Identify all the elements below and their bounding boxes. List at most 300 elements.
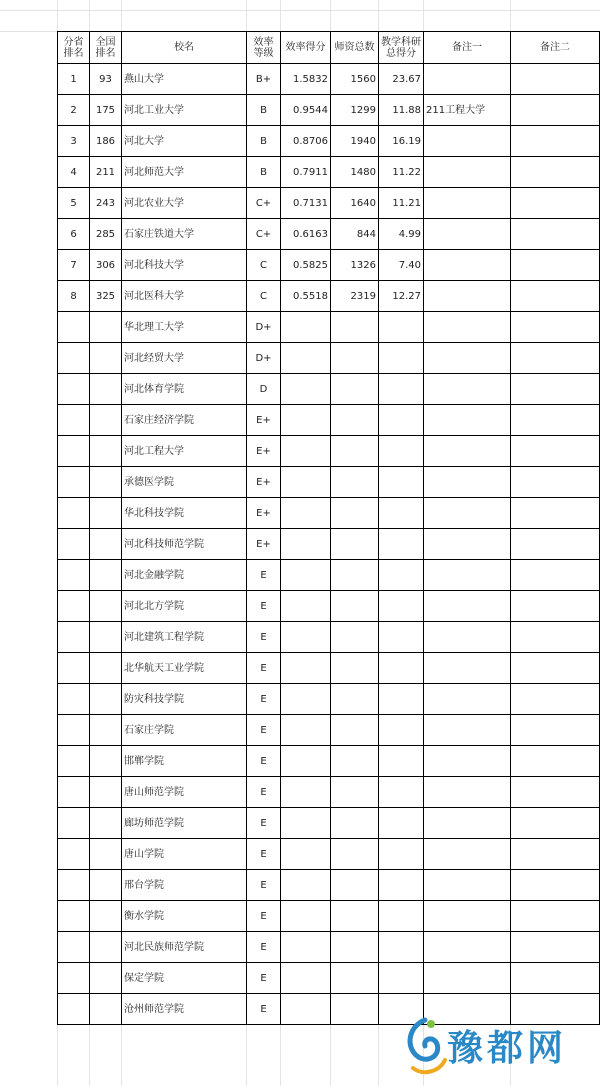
cell-national-rank[interactable] bbox=[90, 343, 122, 374]
cell-note-2[interactable] bbox=[511, 281, 600, 312]
cell-efficiency-grade[interactable]: C+ bbox=[247, 219, 281, 250]
table-row bbox=[58, 498, 600, 529]
cell-note-1[interactable] bbox=[424, 405, 511, 436]
cell-efficiency-score[interactable] bbox=[281, 746, 331, 777]
cell-research-score[interactable]: 16.19 bbox=[379, 126, 424, 157]
header-efficiency-grade[interactable]: 效率等级 bbox=[247, 32, 281, 64]
cell-faculty-total[interactable]: 1299 bbox=[331, 95, 379, 126]
cell-note-1[interactable] bbox=[424, 157, 511, 188]
cell-efficiency-grade[interactable]: B bbox=[247, 157, 281, 188]
cell-note-1[interactable] bbox=[424, 715, 511, 746]
cell-national-rank[interactable] bbox=[90, 994, 122, 1025]
cell-note-2[interactable] bbox=[511, 870, 600, 901]
cell-note-2[interactable] bbox=[511, 374, 600, 405]
cell-province-rank[interactable] bbox=[58, 808, 90, 839]
cell-national-rank[interactable]: 306 bbox=[90, 250, 122, 281]
cell-note-1[interactable] bbox=[424, 591, 511, 622]
cell-school-name[interactable]: 石家庄铁道大学 bbox=[122, 219, 247, 250]
cell-national-rank[interactable] bbox=[90, 839, 122, 870]
cell-school-name[interactable]: 河北北方学院 bbox=[122, 591, 247, 622]
cell-note-1[interactable] bbox=[424, 374, 511, 405]
cell-faculty-total[interactable] bbox=[331, 653, 379, 684]
cell-efficiency-grade[interactable]: E+ bbox=[247, 436, 281, 467]
cell-national-rank[interactable] bbox=[90, 374, 122, 405]
swirl-logo-icon bbox=[395, 1012, 451, 1082]
cell-note-2[interactable] bbox=[511, 808, 600, 839]
cell-efficiency-grade[interactable]: C bbox=[247, 281, 281, 312]
cell-province-rank[interactable] bbox=[58, 870, 90, 901]
cell-national-rank[interactable] bbox=[90, 529, 122, 560]
cell-note-2[interactable] bbox=[511, 622, 600, 653]
cell-note-1[interactable] bbox=[424, 436, 511, 467]
cell-research-score[interactable] bbox=[379, 436, 424, 467]
cell-school-name[interactable]: 河北工业大学 bbox=[122, 95, 247, 126]
cell-faculty-total[interactable] bbox=[331, 994, 379, 1025]
cell-national-rank[interactable] bbox=[90, 746, 122, 777]
cell-note-2[interactable] bbox=[511, 219, 600, 250]
cell-research-score[interactable] bbox=[379, 467, 424, 498]
cell-note-2[interactable] bbox=[511, 250, 600, 281]
cell-research-score[interactable]: 7.40 bbox=[379, 250, 424, 281]
cell-province-rank[interactable]: 1 bbox=[58, 64, 90, 95]
cell-national-rank[interactable]: 211 bbox=[90, 157, 122, 188]
cell-research-score[interactable] bbox=[379, 839, 424, 870]
cell-school-name[interactable]: 河北农业大学 bbox=[122, 188, 247, 219]
cell-province-rank[interactable] bbox=[58, 405, 90, 436]
cell-faculty-total[interactable] bbox=[331, 715, 379, 746]
cell-faculty-total[interactable] bbox=[331, 870, 379, 901]
cell-national-rank[interactable] bbox=[90, 684, 122, 715]
cell-efficiency-score[interactable] bbox=[281, 994, 331, 1025]
cell-national-rank[interactable]: 285 bbox=[90, 219, 122, 250]
cell-national-rank[interactable]: 93 bbox=[90, 64, 122, 95]
cell-school-name[interactable]: 河北民族师范学院 bbox=[122, 932, 247, 963]
cell-efficiency-grade[interactable]: C+ bbox=[247, 188, 281, 219]
cell-school-name[interactable]: 河北金融学院 bbox=[122, 560, 247, 591]
cell-efficiency-score[interactable] bbox=[281, 591, 331, 622]
cell-efficiency-score[interactable] bbox=[281, 808, 331, 839]
cell-faculty-total[interactable] bbox=[331, 591, 379, 622]
cell-faculty-total[interactable] bbox=[331, 901, 379, 932]
cell-note-2[interactable] bbox=[511, 498, 600, 529]
table-row bbox=[58, 653, 600, 684]
cell-note-2[interactable] bbox=[511, 901, 600, 932]
cell-faculty-total[interactable]: 1640 bbox=[331, 188, 379, 219]
cell-province-rank[interactable] bbox=[58, 467, 90, 498]
cell-national-rank[interactable] bbox=[90, 436, 122, 467]
header-efficiency-score[interactable]: 效率得分 bbox=[281, 32, 331, 64]
cell-efficiency-score[interactable]: 0.6163 bbox=[281, 219, 331, 250]
cell-faculty-total[interactable]: 1326 bbox=[331, 250, 379, 281]
cell-note-1[interactable] bbox=[424, 219, 511, 250]
cell-research-score[interactable] bbox=[379, 963, 424, 994]
cell-province-rank[interactable]: 5 bbox=[58, 188, 90, 219]
cell-faculty-total[interactable] bbox=[331, 560, 379, 591]
cell-efficiency-score[interactable] bbox=[281, 529, 331, 560]
cell-school-name[interactable]: 石家庄学院 bbox=[122, 715, 247, 746]
cell-faculty-total[interactable]: 1480 bbox=[331, 157, 379, 188]
cell-faculty-total[interactable] bbox=[331, 622, 379, 653]
cell-faculty-total[interactable]: 2319 bbox=[331, 281, 379, 312]
cell-efficiency-score[interactable] bbox=[281, 436, 331, 467]
cell-note-1[interactable] bbox=[424, 498, 511, 529]
table-row bbox=[58, 963, 600, 994]
cell-efficiency-score[interactable]: 0.5825 bbox=[281, 250, 331, 281]
cell-research-score[interactable] bbox=[379, 653, 424, 684]
cell-efficiency-score[interactable] bbox=[281, 374, 331, 405]
cell-note-2[interactable] bbox=[511, 188, 600, 219]
cell-national-rank[interactable] bbox=[90, 901, 122, 932]
cell-efficiency-score[interactable] bbox=[281, 932, 331, 963]
cell-efficiency-grade[interactable]: E bbox=[247, 901, 281, 932]
cell-province-rank[interactable]: 6 bbox=[58, 219, 90, 250]
cell-note-2[interactable] bbox=[511, 560, 600, 591]
cell-faculty-total[interactable]: 844 bbox=[331, 219, 379, 250]
cell-efficiency-score[interactable] bbox=[281, 901, 331, 932]
cell-research-score[interactable] bbox=[379, 498, 424, 529]
cell-faculty-total[interactable] bbox=[331, 405, 379, 436]
cell-note-1[interactable] bbox=[424, 622, 511, 653]
cell-efficiency-score[interactable] bbox=[281, 405, 331, 436]
cell-province-rank[interactable]: 8 bbox=[58, 281, 90, 312]
cell-faculty-total[interactable] bbox=[331, 436, 379, 467]
cell-efficiency-grade[interactable]: E bbox=[247, 746, 281, 777]
cell-note-1[interactable] bbox=[424, 932, 511, 963]
cell-research-score[interactable] bbox=[379, 870, 424, 901]
cell-efficiency-grade[interactable]: E bbox=[247, 963, 281, 994]
cell-school-name[interactable]: 河北建筑工程学院 bbox=[122, 622, 247, 653]
cell-note-2[interactable] bbox=[511, 746, 600, 777]
header-faculty-total[interactable]: 师资总数 bbox=[331, 32, 379, 64]
cell-school-name[interactable]: 燕山大学 bbox=[122, 64, 247, 95]
cell-national-rank[interactable] bbox=[90, 653, 122, 684]
cell-note-1[interactable]: 211工程大学 bbox=[424, 95, 511, 126]
cell-note-2[interactable] bbox=[511, 777, 600, 808]
cell-province-rank[interactable] bbox=[58, 343, 90, 374]
cell-note-2[interactable] bbox=[511, 126, 600, 157]
cell-efficiency-score[interactable] bbox=[281, 467, 331, 498]
cell-research-score[interactable] bbox=[379, 374, 424, 405]
cell-note-1[interactable] bbox=[424, 250, 511, 281]
cell-note-2[interactable] bbox=[511, 95, 600, 126]
header-note-2[interactable]: 备注二 bbox=[511, 32, 600, 64]
header-note-1[interactable]: 备注一 bbox=[424, 32, 511, 64]
cell-school-name[interactable]: 华北科技学院 bbox=[122, 498, 247, 529]
cell-note-1[interactable] bbox=[424, 64, 511, 95]
cell-note-2[interactable] bbox=[511, 963, 600, 994]
cell-school-name[interactable]: 河北工程大学 bbox=[122, 436, 247, 467]
header-research-score[interactable]: 教学科研总得分 bbox=[379, 32, 424, 64]
cell-note-2[interactable] bbox=[511, 405, 600, 436]
cell-efficiency-score[interactable] bbox=[281, 622, 331, 653]
cell-note-2[interactable] bbox=[511, 715, 600, 746]
cell-note-2[interactable] bbox=[511, 591, 600, 622]
cell-note-1[interactable] bbox=[424, 808, 511, 839]
cell-efficiency-score[interactable] bbox=[281, 777, 331, 808]
cell-note-2[interactable] bbox=[511, 157, 600, 188]
cell-faculty-total[interactable] bbox=[331, 777, 379, 808]
cell-note-2[interactable] bbox=[511, 684, 600, 715]
cell-faculty-total[interactable] bbox=[331, 312, 379, 343]
cell-research-score[interactable] bbox=[379, 343, 424, 374]
cell-note-1[interactable] bbox=[424, 653, 511, 684]
watermark-text: 豫都网 bbox=[447, 1027, 568, 1069]
cell-school-name[interactable]: 衡水学院 bbox=[122, 901, 247, 932]
cell-national-rank[interactable] bbox=[90, 467, 122, 498]
cell-research-score[interactable] bbox=[379, 560, 424, 591]
cell-province-rank[interactable] bbox=[58, 498, 90, 529]
table-row bbox=[58, 281, 600, 312]
cell-national-rank[interactable] bbox=[90, 560, 122, 591]
cell-faculty-total[interactable] bbox=[331, 963, 379, 994]
cell-efficiency-score[interactable]: 0.7911 bbox=[281, 157, 331, 188]
cell-province-rank[interactable] bbox=[58, 963, 90, 994]
cell-school-name[interactable]: 河北大学 bbox=[122, 126, 247, 157]
cell-note-1[interactable] bbox=[424, 467, 511, 498]
cell-research-score[interactable] bbox=[379, 622, 424, 653]
cell-national-rank[interactable] bbox=[90, 963, 122, 994]
cell-research-score[interactable] bbox=[379, 715, 424, 746]
cell-province-rank[interactable] bbox=[58, 622, 90, 653]
cell-national-rank[interactable] bbox=[90, 870, 122, 901]
cell-research-score[interactable] bbox=[379, 312, 424, 343]
cell-province-rank[interactable] bbox=[58, 746, 90, 777]
cell-national-rank[interactable]: 175 bbox=[90, 95, 122, 126]
cell-school-name[interactable]: 保定学院 bbox=[122, 963, 247, 994]
cell-national-rank[interactable]: 186 bbox=[90, 126, 122, 157]
header-row bbox=[58, 32, 600, 64]
cell-efficiency-grade[interactable]: E+ bbox=[247, 498, 281, 529]
cell-province-rank[interactable] bbox=[58, 777, 90, 808]
header-province-rank[interactable]: 分省排名 bbox=[58, 32, 90, 64]
cell-note-1[interactable] bbox=[424, 963, 511, 994]
cell-national-rank[interactable] bbox=[90, 932, 122, 963]
cell-note-2[interactable] bbox=[511, 529, 600, 560]
cell-national-rank[interactable]: 325 bbox=[90, 281, 122, 312]
cell-efficiency-grade[interactable]: C bbox=[247, 250, 281, 281]
cell-efficiency-grade[interactable]: E+ bbox=[247, 405, 281, 436]
table-row bbox=[58, 870, 600, 901]
cell-efficiency-score[interactable] bbox=[281, 560, 331, 591]
header-national-rank[interactable]: 全国排名 bbox=[90, 32, 122, 64]
cell-faculty-total[interactable] bbox=[331, 808, 379, 839]
cell-note-2[interactable] bbox=[511, 436, 600, 467]
cell-province-rank[interactable] bbox=[58, 994, 90, 1025]
cell-efficiency-grade[interactable]: D+ bbox=[247, 343, 281, 374]
cell-faculty-total[interactable] bbox=[331, 498, 379, 529]
cell-faculty-total[interactable]: 1940 bbox=[331, 126, 379, 157]
cell-note-2[interactable] bbox=[511, 64, 600, 95]
cell-note-1[interactable] bbox=[424, 126, 511, 157]
cell-faculty-total[interactable] bbox=[331, 374, 379, 405]
cell-research-score[interactable] bbox=[379, 777, 424, 808]
cell-efficiency-grade[interactable]: E bbox=[247, 715, 281, 746]
cell-efficiency-grade[interactable]: E bbox=[247, 684, 281, 715]
cell-efficiency-score[interactable] bbox=[281, 870, 331, 901]
cell-school-name[interactable]: 唐山师范学院 bbox=[122, 777, 247, 808]
cell-research-score[interactable]: 4.99 bbox=[379, 219, 424, 250]
cell-note-1[interactable] bbox=[424, 839, 511, 870]
cell-school-name[interactable]: 河北医科大学 bbox=[122, 281, 247, 312]
cell-efficiency-grade[interactable]: E+ bbox=[247, 529, 281, 560]
cell-efficiency-grade[interactable]: E bbox=[247, 622, 281, 653]
cell-efficiency-grade[interactable]: E+ bbox=[247, 467, 281, 498]
cell-note-1[interactable] bbox=[424, 746, 511, 777]
cell-efficiency-grade[interactable]: E bbox=[247, 591, 281, 622]
cell-note-1[interactable] bbox=[424, 312, 511, 343]
cell-efficiency-grade[interactable]: E bbox=[247, 653, 281, 684]
cell-note-1[interactable] bbox=[424, 870, 511, 901]
cell-school-name[interactable]: 河北科技大学 bbox=[122, 250, 247, 281]
cell-research-score[interactable] bbox=[379, 808, 424, 839]
cell-research-score[interactable] bbox=[379, 746, 424, 777]
cell-school-name[interactable]: 沧州师范学院 bbox=[122, 994, 247, 1025]
cell-national-rank[interactable]: 243 bbox=[90, 188, 122, 219]
table-row bbox=[58, 560, 600, 591]
cell-note-1[interactable] bbox=[424, 188, 511, 219]
site-watermark bbox=[395, 1010, 600, 1086]
cell-province-rank[interactable] bbox=[58, 932, 90, 963]
school-ranking-table bbox=[57, 31, 600, 1025]
cell-note-2[interactable] bbox=[511, 932, 600, 963]
cell-faculty-total[interactable] bbox=[331, 746, 379, 777]
cell-national-rank[interactable] bbox=[90, 808, 122, 839]
cell-research-score[interactable] bbox=[379, 932, 424, 963]
cell-province-rank[interactable]: 7 bbox=[58, 250, 90, 281]
cell-school-name[interactable]: 河北体育学院 bbox=[122, 374, 247, 405]
cell-efficiency-grade[interactable]: D+ bbox=[247, 312, 281, 343]
cell-province-rank[interactable] bbox=[58, 715, 90, 746]
cell-school-name[interactable]: 石家庄经济学院 bbox=[122, 405, 247, 436]
cell-national-rank[interactable] bbox=[90, 312, 122, 343]
cell-efficiency-grade[interactable]: E bbox=[247, 932, 281, 963]
cell-province-rank[interactable] bbox=[58, 374, 90, 405]
header-school-name[interactable]: 校名 bbox=[122, 32, 247, 64]
cell-note-1[interactable] bbox=[424, 560, 511, 591]
cell-efficiency-grade[interactable]: B bbox=[247, 95, 281, 126]
cell-province-rank[interactable]: 2 bbox=[58, 95, 90, 126]
cell-note-2[interactable] bbox=[511, 467, 600, 498]
cell-research-score[interactable]: 11.21 bbox=[379, 188, 424, 219]
cell-note-1[interactable] bbox=[424, 777, 511, 808]
cell-faculty-total[interactable] bbox=[331, 839, 379, 870]
table-row bbox=[58, 250, 600, 281]
cell-efficiency-score[interactable] bbox=[281, 963, 331, 994]
cell-national-rank[interactable] bbox=[90, 777, 122, 808]
cell-research-score[interactable] bbox=[379, 405, 424, 436]
cell-efficiency-score[interactable]: 0.7131 bbox=[281, 188, 331, 219]
cell-faculty-total[interactable] bbox=[331, 529, 379, 560]
cell-efficiency-score[interactable] bbox=[281, 839, 331, 870]
cell-province-rank[interactable] bbox=[58, 684, 90, 715]
cell-school-name[interactable]: 华北理工大学 bbox=[122, 312, 247, 343]
cell-efficiency-score[interactable] bbox=[281, 653, 331, 684]
cell-efficiency-score[interactable]: 0.9544 bbox=[281, 95, 331, 126]
cell-efficiency-score[interactable] bbox=[281, 715, 331, 746]
cell-efficiency-grade[interactable]: E bbox=[247, 777, 281, 808]
cell-school-name[interactable]: 北华航天工业学院 bbox=[122, 653, 247, 684]
cell-note-1[interactable] bbox=[424, 684, 511, 715]
cell-research-score[interactable] bbox=[379, 901, 424, 932]
cell-efficiency-score[interactable] bbox=[281, 684, 331, 715]
cell-faculty-total[interactable]: 1560 bbox=[331, 64, 379, 95]
cell-school-name[interactable]: 承德医学院 bbox=[122, 467, 247, 498]
cell-note-2[interactable] bbox=[511, 653, 600, 684]
cell-national-rank[interactable] bbox=[90, 498, 122, 529]
cell-efficiency-grade[interactable]: E bbox=[247, 560, 281, 591]
cell-note-2[interactable] bbox=[511, 343, 600, 374]
table-row bbox=[58, 529, 600, 560]
cell-school-name[interactable]: 邯郸学院 bbox=[122, 746, 247, 777]
cell-note-1[interactable] bbox=[424, 529, 511, 560]
cell-efficiency-score[interactable] bbox=[281, 343, 331, 374]
cell-efficiency-grade[interactable]: E bbox=[247, 870, 281, 901]
cell-national-rank[interactable] bbox=[90, 715, 122, 746]
cell-province-rank[interactable] bbox=[58, 436, 90, 467]
cell-research-score[interactable] bbox=[379, 529, 424, 560]
cell-faculty-total[interactable] bbox=[331, 932, 379, 963]
cell-research-score[interactable]: 23.67 bbox=[379, 64, 424, 95]
cell-research-score[interactable]: 11.88 bbox=[379, 95, 424, 126]
cell-efficiency-score[interactable]: 1.5832 bbox=[281, 64, 331, 95]
cell-research-score[interactable]: 11.22 bbox=[379, 157, 424, 188]
table-row bbox=[58, 901, 600, 932]
cell-province-rank[interactable]: 4 bbox=[58, 157, 90, 188]
cell-school-name[interactable]: 邢台学院 bbox=[122, 870, 247, 901]
cell-national-rank[interactable] bbox=[90, 622, 122, 653]
cell-efficiency-grade[interactable]: E bbox=[247, 839, 281, 870]
cell-school-name[interactable]: 河北科技师范学院 bbox=[122, 529, 247, 560]
cell-efficiency-grade[interactable]: E bbox=[247, 994, 281, 1025]
cell-school-name[interactable]: 防灾科技学院 bbox=[122, 684, 247, 715]
cell-province-rank[interactable] bbox=[58, 560, 90, 591]
cell-national-rank[interactable] bbox=[90, 591, 122, 622]
cell-school-name[interactable]: 廊坊师范学院 bbox=[122, 808, 247, 839]
cell-note-1[interactable] bbox=[424, 281, 511, 312]
cell-research-score[interactable] bbox=[379, 684, 424, 715]
cell-efficiency-grade[interactable]: E bbox=[247, 808, 281, 839]
cell-province-rank[interactable]: 3 bbox=[58, 126, 90, 157]
cell-faculty-total[interactable] bbox=[331, 343, 379, 374]
table-row bbox=[58, 839, 600, 870]
cell-research-score[interactable]: 12.27 bbox=[379, 281, 424, 312]
cell-efficiency-score[interactable]: 0.8706 bbox=[281, 126, 331, 157]
cell-faculty-total[interactable] bbox=[331, 684, 379, 715]
cell-efficiency-grade[interactable]: D bbox=[247, 374, 281, 405]
cell-province-rank[interactable] bbox=[58, 591, 90, 622]
cell-note-2[interactable] bbox=[511, 839, 600, 870]
cell-school-name[interactable]: 河北经贸大学 bbox=[122, 343, 247, 374]
cell-national-rank[interactable] bbox=[90, 405, 122, 436]
cell-note-1[interactable] bbox=[424, 901, 511, 932]
cell-province-rank[interactable] bbox=[58, 839, 90, 870]
cell-province-rank[interactable] bbox=[58, 653, 90, 684]
cell-province-rank[interactable] bbox=[58, 529, 90, 560]
cell-note-1[interactable] bbox=[424, 343, 511, 374]
cell-school-name[interactable]: 唐山学院 bbox=[122, 839, 247, 870]
cell-note-2[interactable] bbox=[511, 312, 600, 343]
cell-efficiency-score[interactable] bbox=[281, 312, 331, 343]
cell-efficiency-score[interactable]: 0.5518 bbox=[281, 281, 331, 312]
cell-province-rank[interactable] bbox=[58, 901, 90, 932]
cell-efficiency-grade[interactable]: B+ bbox=[247, 64, 281, 95]
cell-research-score[interactable] bbox=[379, 591, 424, 622]
cell-faculty-total[interactable] bbox=[331, 467, 379, 498]
cell-school-name[interactable]: 河北师范大学 bbox=[122, 157, 247, 188]
cell-efficiency-grade[interactable]: B bbox=[247, 126, 281, 157]
cell-province-rank[interactable] bbox=[58, 312, 90, 343]
cell-efficiency-score[interactable] bbox=[281, 498, 331, 529]
